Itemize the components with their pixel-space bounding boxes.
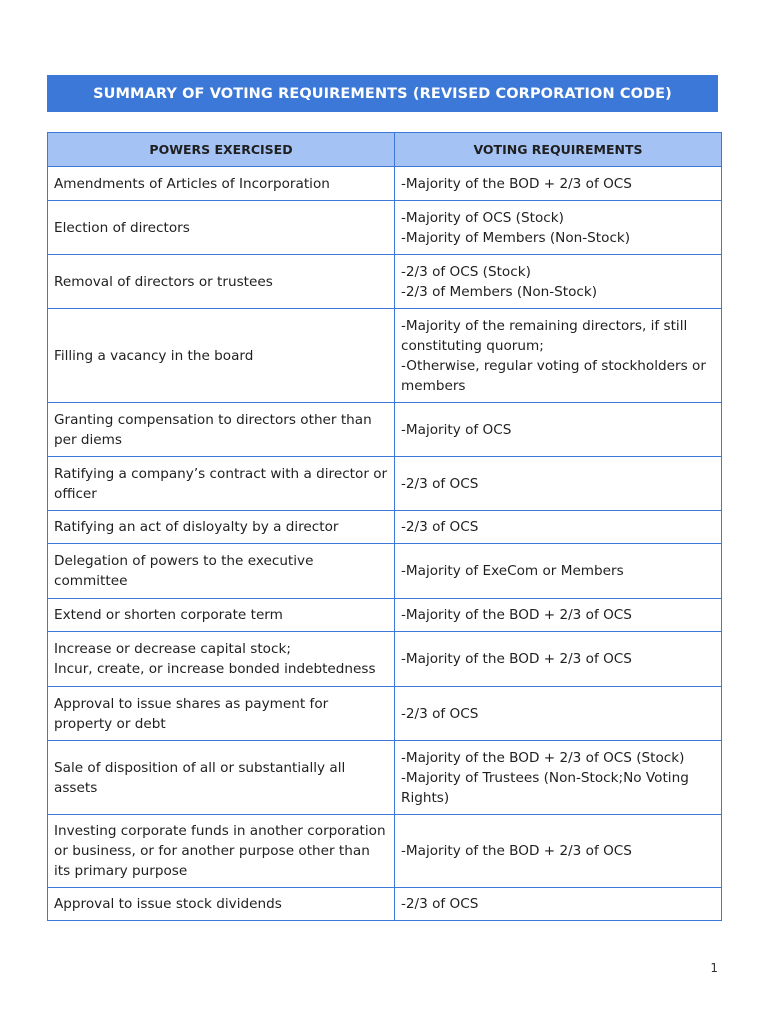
power-cell: Filling a vacancy in the board — [48, 309, 395, 403]
column-header-requirements: VOTING REQUIREMENTS — [395, 133, 722, 167]
requirement-cell: -Majority of OCS — [395, 403, 722, 457]
requirement-cell: -Majority of the remaining directors, if still constituting quorum; -Otherwise, regular voting of stockholders or members — [395, 309, 722, 403]
voting-requirements-table — [47, 132, 722, 921]
power-cell: Approval to issue shares as payment for property or debt — [48, 687, 395, 741]
table-row — [48, 511, 722, 544]
table-row — [48, 309, 722, 403]
requirement-cell: -Majority of the BOD + 2/3 of OCS — [395, 167, 722, 201]
document-title-text: SUMMARY OF VOTING REQUIREMENTS (REVISED CORPORATION CODE) — [93, 85, 672, 102]
requirement-cell: -2/3 of OCS — [395, 511, 722, 544]
requirement-cell: -2/3 of OCS — [395, 687, 722, 741]
requirement-cell: -Majority of the BOD + 2/3 of OCS — [395, 599, 722, 632]
page-number: 1 — [710, 961, 718, 975]
requirement-cell: -2/3 of OCS (Stock) -2/3 of Members (Non-Stock) — [395, 255, 722, 309]
power-cell: Delegation of powers to the executive committee — [48, 544, 395, 599]
requirement-cell: -Majority of the BOD + 2/3 of OCS — [395, 632, 722, 687]
table-row — [48, 741, 722, 815]
power-cell: Removal of directors or trustees — [48, 255, 395, 309]
power-cell: Ratifying a company’s contract with a director or officer — [48, 457, 395, 511]
requirement-cell: -Majority of ExeCom or Members — [395, 544, 722, 599]
table-row — [48, 167, 722, 201]
column-header-powers: POWERS EXERCISED — [48, 133, 395, 167]
table-row — [48, 599, 722, 632]
power-cell: Approval to issue stock dividends — [48, 888, 395, 921]
power-cell: Extend or shorten corporate term — [48, 599, 395, 632]
power-cell: Amendments of Articles of Incorporation — [48, 167, 395, 201]
power-cell: Granting compensation to directors other than per diems — [48, 403, 395, 457]
power-cell: Ratifying an act of disloyalty by a director — [48, 511, 395, 544]
table-row — [48, 544, 722, 599]
table-row — [48, 632, 722, 687]
requirement-cell: -Majority of the BOD + 2/3 of OCS — [395, 815, 722, 888]
power-cell: Sale of disposition of all or substantially all assets — [48, 741, 395, 815]
power-cell: Investing corporate funds in another corporation or business, or for another purpose other than its primary purpose — [48, 815, 395, 888]
table-row — [48, 815, 722, 888]
power-cell: Increase or decrease capital stock; Incur, create, or increase bonded indebtedness — [48, 632, 395, 687]
requirement-cell: -2/3 of OCS — [395, 888, 722, 921]
requirement-cell: -2/3 of OCS — [395, 457, 722, 511]
requirement-cell: -Majority of OCS (Stock) -Majority of Members (Non-Stock) — [395, 201, 722, 255]
table-row — [48, 255, 722, 309]
table-row — [48, 888, 722, 921]
requirement-cell: -Majority of the BOD + 2/3 of OCS (Stock) -Majority of Trustees (Non-Stock;No Voting Rights) — [395, 741, 722, 815]
table-row — [48, 457, 722, 511]
table-header-row — [48, 133, 722, 167]
document-title — [47, 75, 718, 112]
table-row — [48, 403, 722, 457]
table-row — [48, 687, 722, 741]
table-row — [48, 201, 722, 255]
power-cell: Election of directors — [48, 201, 395, 255]
